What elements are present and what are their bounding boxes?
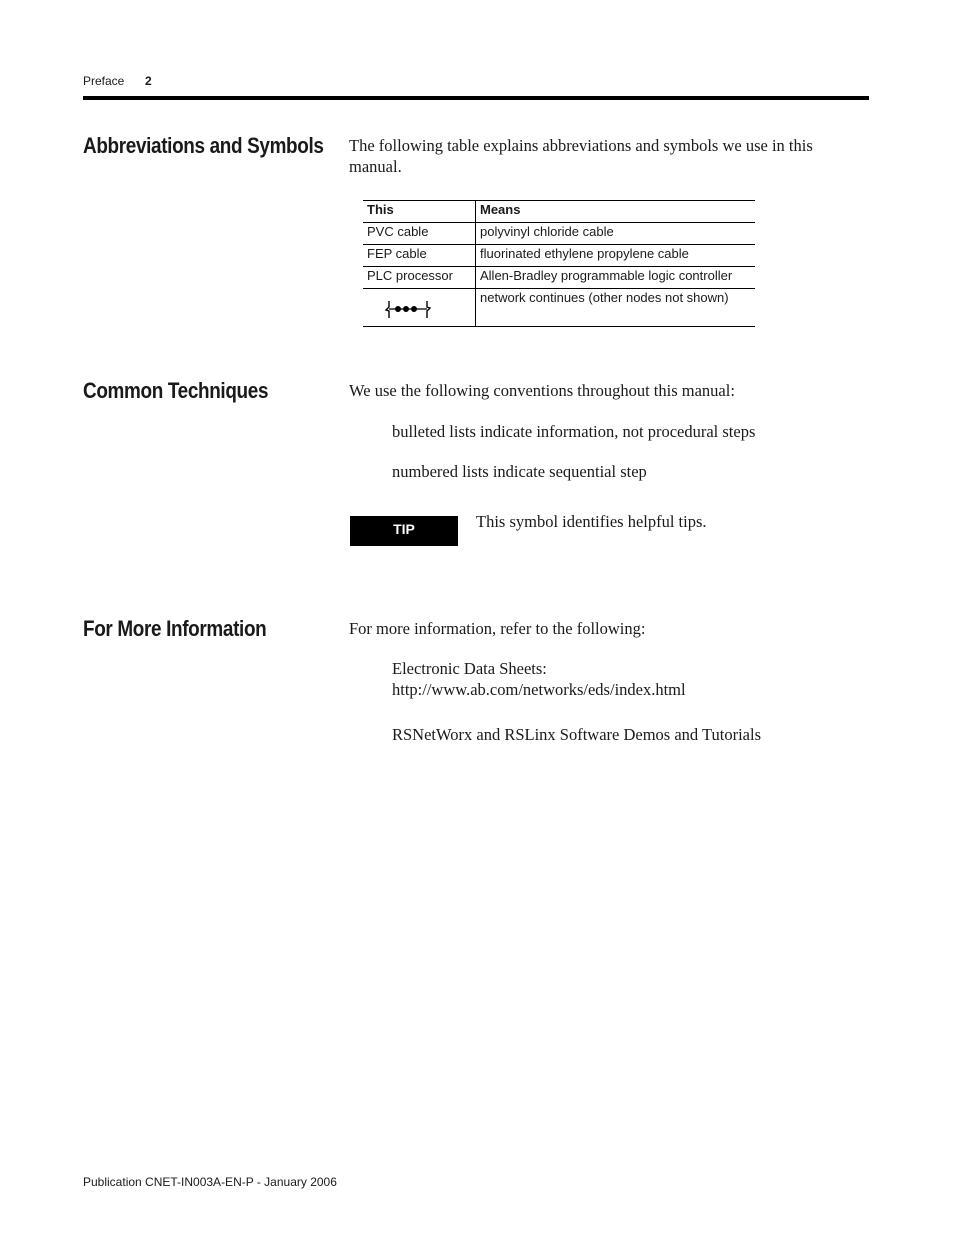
abbreviations-intro-line2: manual. [349, 157, 402, 176]
table-cell-meaning: network continues (other nodes not shown) [476, 289, 756, 327]
list-item: bulleted lists indicate information, not procedural steps [392, 422, 756, 441]
abbreviations-table [363, 200, 755, 327]
techniques-intro: We use the following conventions throughout this manual: [349, 381, 735, 400]
tip-text: This symbol identifies helpful tips. [476, 512, 707, 531]
table-cell-meaning: fluorinated ethylene propylene cable [476, 245, 756, 267]
section-title-abbreviations: Abbreviations and Symbols [83, 133, 324, 158]
table-row [363, 223, 755, 245]
reference-url: http://www.ab.com/networks/eds/index.html [392, 680, 686, 699]
publication-footer: Publication CNET-IN003A-EN-P - January 2006 [83, 1175, 337, 1189]
tip-badge: TIP [350, 516, 458, 546]
abbreviations-intro [349, 135, 813, 177]
table-cell-term: FEP cable [363, 245, 476, 267]
table-cell-meaning: Allen-Bradley programmable logic controller [476, 267, 756, 289]
network-continues-icon [383, 298, 433, 320]
table-row [363, 267, 755, 289]
table-cell-symbol [363, 289, 476, 327]
table-cell-term: PLC processor [363, 267, 476, 289]
table-header-this: This [363, 201, 476, 223]
table-header-means: Means [476, 201, 756, 223]
more-info-intro: For more information, refer to the following: [349, 619, 646, 638]
table-cell-meaning: polyvinyl chloride cable [476, 223, 756, 245]
header-rule [83, 96, 869, 100]
table-cell-term: PVC cable [363, 223, 476, 245]
header-section-label: Preface [83, 74, 125, 88]
table-header-row [363, 201, 755, 223]
section-title-common-techniques: Common Techniques [83, 378, 269, 403]
list-item: RSNetWorx and RSLinx Software Demos and Tutorials [392, 725, 761, 744]
running-header [83, 74, 152, 88]
list-item: numbered lists indicate sequential step [392, 462, 647, 481]
page-number: 2 [145, 74, 152, 88]
section-title-more-information: For More Information [83, 616, 267, 641]
list-item [392, 658, 686, 700]
table-row [363, 245, 755, 267]
table-row [363, 289, 755, 327]
reference-title: Electronic Data Sheets: [392, 659, 547, 678]
abbreviations-intro-line1: The following table explains abbreviations and symbols we use in this [349, 136, 813, 155]
